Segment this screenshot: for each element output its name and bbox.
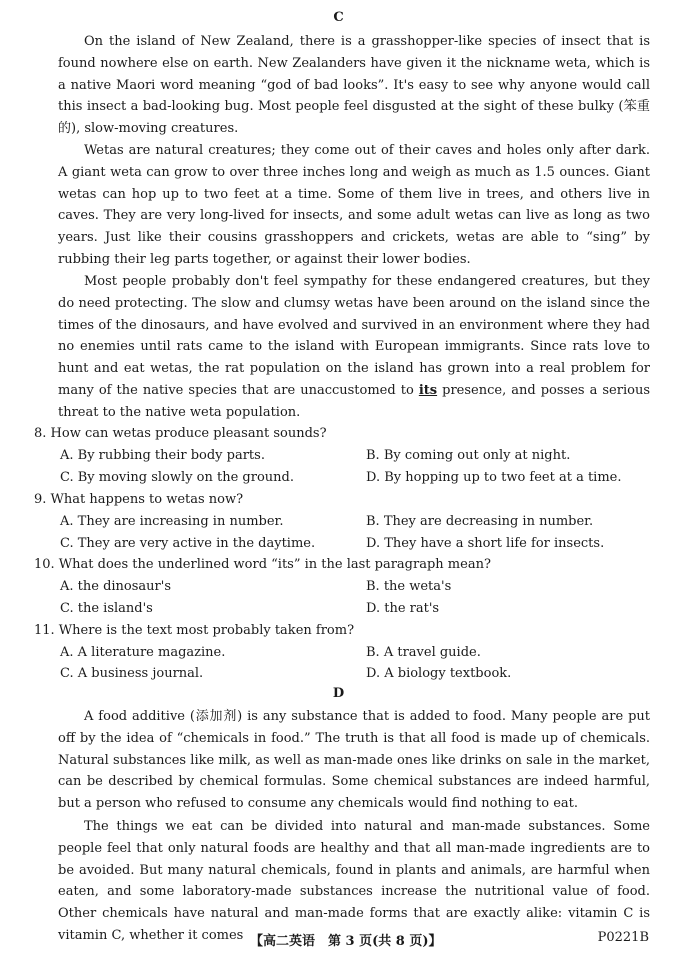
question-10-option-b: B. the weta's: [366, 579, 452, 594]
question-9-option-a: A. They are increasing in number.: [60, 514, 284, 529]
question-8-option-c: C. By moving slowly on the ground.: [60, 470, 294, 485]
question-11-stem: 11. Where is the text most probably taken from?: [34, 623, 355, 638]
paragraph-3-text-after: presence, and posses a serious threat to the native weta population.: [58, 382, 650, 420]
section-c-title: C: [333, 10, 344, 25]
section-d-paragraph-2: The things we eat can be divided into natural and man-made substances. Some people feel that only natural foods are healthy and that all man-made ingredients are to be avoided. But many natural chemicals, found in plants and animals, are harmful when eaten, and some laboratory-made substances increase the nutritional value of food. Other chemicals have natural and man-made forms that are exactly alike: vitamin C is vitamin C, whether it comes: [58, 819, 650, 943]
question-11-option-d: D. A biology textbook.: [366, 666, 512, 681]
section-d-title: D: [332, 686, 345, 701]
section-c-paragraph-2: Wetas are natural creatures; they come out of their caves and holes only after dark. A giant weta can grow to over three inches long and weigh as much as 1.5 ounces. Giant wetas can hop up to two feet at a time. Some of them live in trees, and others live in caves. They are very long-lived for insects, and some adult wetas can live as long as two years. Just like their cousins grasshoppers and crickets, wetas are able to “sing” by rubbing their leg parts together, or against their lower bodies.: [58, 143, 650, 267]
footer-paper-code: P0221B: [597, 930, 649, 945]
question-10-option-c: C. the island's: [60, 601, 153, 616]
question-10-option-a: A. the dinosaur's: [60, 579, 172, 594]
question-9-option-b: B. They are decreasing in number.: [366, 514, 594, 529]
question-8-option-d: D. By hopping up to two feet at a time.: [366, 470, 622, 485]
question-11-option-c: C. A business journal.: [60, 666, 204, 681]
question-11-option-a: A. A literature magazine.: [60, 645, 226, 660]
question-9-option-d: D. They have a short life for insects.: [366, 536, 605, 551]
question-8-option-a: A. By rubbing their body parts.: [60, 448, 265, 463]
question-11-option-b: B. A travel guide.: [366, 645, 481, 660]
underlined-word-its: its: [418, 382, 438, 398]
question-8-stem: 8. How can wetas produce pleasant sounds?: [34, 426, 327, 441]
question-10-option-d: D. the rat's: [366, 601, 440, 616]
footer-page-info: 【高二英语 第 3 页(共 8 页)】: [250, 934, 442, 949]
question-8-option-b: B. By coming out only at night.: [366, 448, 571, 463]
section-d-paragraph-1: A food additive (添加剂) is any substance that is added to food. Many people are put off by the idea of “chemicals in food.” The truth is that all food is made up of chemicals. Natural substances like milk, as well as man-made ones like drinks on sale in the market, can be described by chemical formulas. Some chemical substances are indeed harmful, but a person who refused to consume any chemicals would find nothing to eat.: [58, 709, 650, 812]
section-c-paragraph-1: On the island of New Zealand, there is a grasshopper-like species of insect that is found nowhere else on earth. New Zealanders have given it the nickname weta, which is a native Maori word meaning “god of bad looks”. It's easy to see why anyone would call this insect a bad-looking bug. Most people feel disgusted at the sight of these bulky (笨重的), slow-moving creatures.: [58, 34, 650, 137]
question-9-option-c: C. They are very active in the daytime.: [60, 536, 316, 551]
question-10-stem: 10. What does the underlined word “its” in the last paragraph mean?: [34, 557, 491, 572]
section-c-paragraph-3: [58, 271, 650, 424]
paragraph-3-text-before: Most people probably don't feel sympathy for these endangered creatures, but they do need protecting. The slow and clumsy wetas have been around on the island since the times of the dinosaurs, and have evolved and survived in an environment where they had no enemies until rats came to the island with European immigrants. Since rats love to hunt and eat wetas, the rat population on the island has grown into a real problem for many of the native species that are unaccustomed to: [58, 274, 650, 398]
question-9-stem: 9. What happens to wetas now?: [34, 492, 244, 507]
